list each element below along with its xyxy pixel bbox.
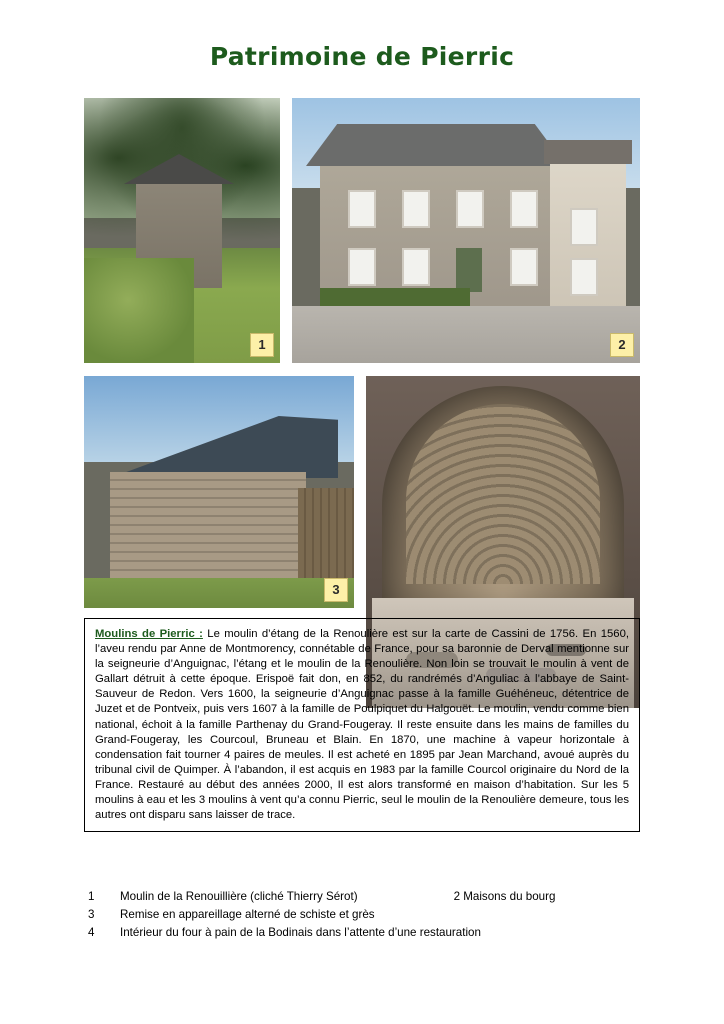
caption-text-secondary: 2 Maisons du bourg xyxy=(453,890,556,903)
caption-text-primary: Moulin de la Renouillière (cliché Thierry Sérot) xyxy=(120,890,358,903)
article-body: Le moulin d’étang de la Renoulière est sur la carte de Cassini de 1756. En 1560, l’aveu rendu par Anne de Montmorency, connétable de France, pour sa baronnie de Derval mentionne sur la seigneurie d’Anguignac, l’étang et le moulin de la Renoulière. Non loin se trouvait le moulin à vent de Gallart détruit à cette époque. Erispoë fait don, en 852, du randrémés d’Anguliac à l’abbaye de Saint-Sauveur de Redon. Vers 1600, la seigneurie d’Anguignac passe à la famille Guéhéneuc, détentrice de Juzet et de Pontveix, puis vers 1607 à la famille de Poulpiquet du Halgouët. Le moulin, vendu comme bien national, échoit à la famille Parthenay du Grand-Fougeray. Il reste ensuite dans les mains de familles du Grand-Fougeray, les Courcoul, Bruneau et Blain. En 1870, une machine à vapeur horizontale à condensation fait tourner 4 paires de meules. Il est acheté en 1895 par Jean Marchand, avoué auprès du tribunal civil de Quimper. À l’abandon, il est acquis en 1983 par la famille Courcol originaire du Nord de la France. Restauré au début des années 2000, Il est alors transformé en maison d’habitation. Sur les 5 moulins à eau et les 3 moulins à vent qu’a connu Pierric, seul le moulin de la Renoulière demeure, tous les autres ont disparu sans laisser de trace. xyxy=(95,628,629,822)
photo-number-badge: 1 xyxy=(250,333,274,357)
caption-number: 4 xyxy=(88,926,95,939)
photo-remise-schiste-gres xyxy=(84,376,354,608)
caption-number: 3 xyxy=(88,908,95,921)
article-textbox xyxy=(84,618,640,832)
photo2-side-roof xyxy=(544,140,632,164)
caption-list xyxy=(88,888,648,942)
photo2-window xyxy=(402,190,430,228)
caption-text xyxy=(120,888,648,906)
photo4-oven-dome xyxy=(406,404,600,584)
photo-number-badge: 3 xyxy=(324,578,348,602)
photo2-window xyxy=(456,190,484,228)
photo-number-badge: 2 xyxy=(610,333,634,357)
photo2-road xyxy=(292,306,640,363)
article-lead: Moulins de Pierric : xyxy=(95,628,203,640)
article-paragraph xyxy=(95,627,629,823)
caption-text: Intérieur du four à pain de la Bodinais dans l’attente d’une restauration xyxy=(120,926,481,939)
photo2-window xyxy=(348,190,376,228)
caption-text: Remise en appareillage alterné de schiste et grès xyxy=(120,908,375,921)
photo3-stone-wall xyxy=(110,472,306,590)
photo2-window xyxy=(348,248,376,286)
caption-row xyxy=(88,888,648,906)
photo1-bush xyxy=(84,258,194,363)
photo2-main-roof xyxy=(306,124,566,166)
photo2-window xyxy=(510,190,538,228)
caption-number: 1 xyxy=(88,890,95,903)
photo2-window xyxy=(402,248,430,286)
caption-row xyxy=(88,906,648,924)
photo3-wooden-shed xyxy=(298,488,354,588)
photo-grid xyxy=(84,98,640,608)
photo-moulin-renouilliere xyxy=(84,98,280,363)
photo2-door xyxy=(456,248,482,292)
photo2-window xyxy=(570,258,598,296)
photo2-window xyxy=(570,208,598,246)
photo3-grass xyxy=(84,578,354,608)
page-title: Patrimoine de Pierric xyxy=(209,42,515,71)
caption-row xyxy=(88,924,648,942)
photo2-window xyxy=(510,248,538,286)
photo-maisons-du-bourg xyxy=(292,98,640,363)
